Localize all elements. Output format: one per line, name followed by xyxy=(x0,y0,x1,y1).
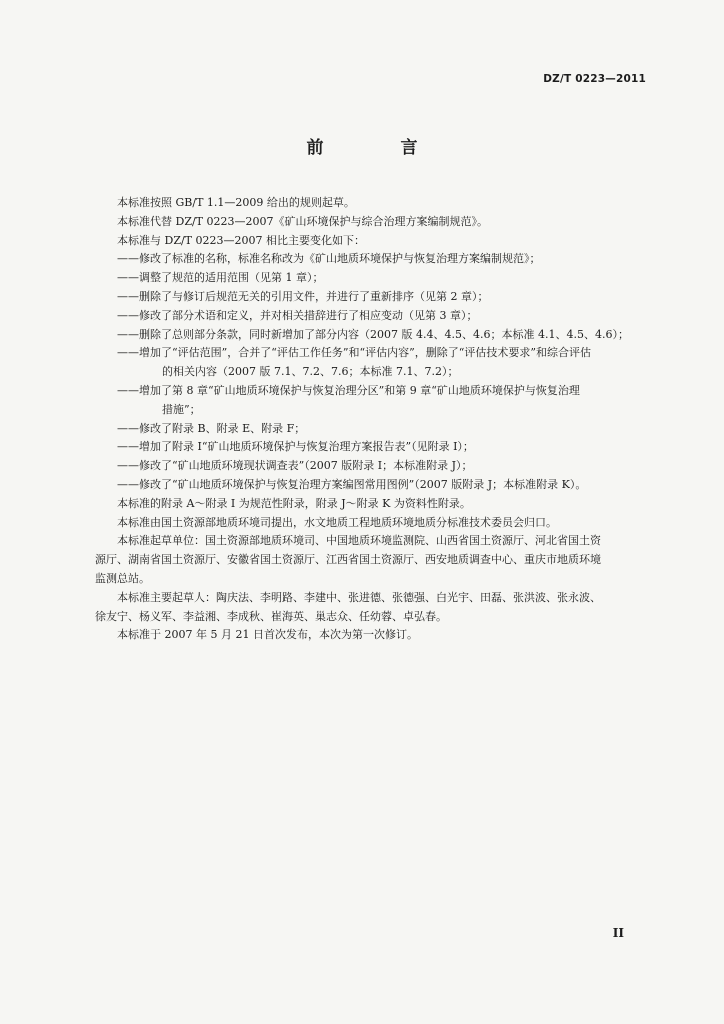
paragraph: 本标准于 2007 年 5 月 21 日首次发布，本次为第一次修订。 xyxy=(117,628,418,642)
change-item: ——增加了“评估范围”，合并了“评估工作任务”和“评估内容”，删除了“评估技术要求”和综合评估 xyxy=(117,346,591,360)
change-item: ——修改了标准的名称，标准名称改为《矿山地质环境保护与恢复治理方案编制规范》； xyxy=(117,252,541,266)
paragraph: 本标准起草单位：国土资源部地质环境司、中国地质环境监测院、山西省国土资源厅、河北省国土资 xyxy=(117,534,601,548)
paragraph: 本标准与 DZ/T 0223—2007 相比主要变化如下： xyxy=(117,233,365,247)
paragraph-continued: 徐友宁、杨义军、李益湘、李成秋、崔海英、巢志众、任幼蓉、卓弘春。 xyxy=(95,609,447,623)
paragraph-continued: 源厅、湖南省国土资源厅、安徽省国土资源厅、江西省国土资源厅、西安地质调查中心、重庆市地质环境 xyxy=(95,553,601,567)
change-item: ——删除了与修订后规范无关的引用文件，并进行了重新排序（见第 2 章）； xyxy=(117,289,489,303)
change-item: ——增加了附录 I“矿山地质环境保护与恢复治理方案报告表”（见附录 I）； xyxy=(117,440,474,454)
paragraph: 本标准的附录 A～附录 I 为规范性附录，附录 J～附录 K 为资料性附录。 xyxy=(117,496,471,510)
paragraph-continued: 监测总站。 xyxy=(95,571,150,585)
paragraph: 本标准由国土资源部地质环境司提出，水文地质工程地质环境地质分标准技术委员会归口。 xyxy=(117,515,557,529)
change-item: ——修改了附录 B、附录 E、附录 F； xyxy=(117,421,306,435)
change-item: ——调整了规范的适用范围（见第 1 章）； xyxy=(117,271,324,285)
standard-code: DZ/T 0223—2011 xyxy=(543,73,646,85)
page-number: II xyxy=(612,926,624,940)
paragraph: 本标准按照 GB/T 1.1—2009 给出的规则起草。 xyxy=(117,196,355,209)
change-item: ——删除了总则部分条款，同时新增加了部分内容（2007 版 4.4、4.5、4.6；本标准 4.1、4.5、4.6）； xyxy=(117,327,629,341)
change-item-continued: 措施”； xyxy=(162,402,201,416)
paragraph: 本标准代替 DZ/T 0223—2007《矿山环境保护与综合治理方案编制规范》。 xyxy=(117,214,488,228)
change-item: ——修改了“矿山地质环境保护与恢复治理方案编图常用图例”（2007 版附录 J；本标准附录 K）。 xyxy=(117,477,587,491)
change-item: ——修改了部分术语和定义，并对相关措辞进行了相应变动（见第 3 章）； xyxy=(117,308,478,322)
change-item-continued: 的相关内容（2007 版 7.1、7.2、7.6；本标准 7.1、7.2）； xyxy=(162,365,459,379)
change-item: ——修改了“矿山地质环境现状调查表”（2007 版附录 I；本标准附录 J）； xyxy=(117,459,473,473)
foreword-body xyxy=(95,194,645,645)
paragraph: 本标准主要起草人：陶庆法、李明路、李建中、张进德、张德强、白光宇、田磊、张洪波、张永波、 xyxy=(117,590,601,604)
page-title: 前 言 xyxy=(306,138,448,158)
change-item: ——增加了第 8 章“矿山地质环境保护与恢复治理分区”和第 9 章“矿山地质环境保护与恢复治理 xyxy=(117,383,580,397)
